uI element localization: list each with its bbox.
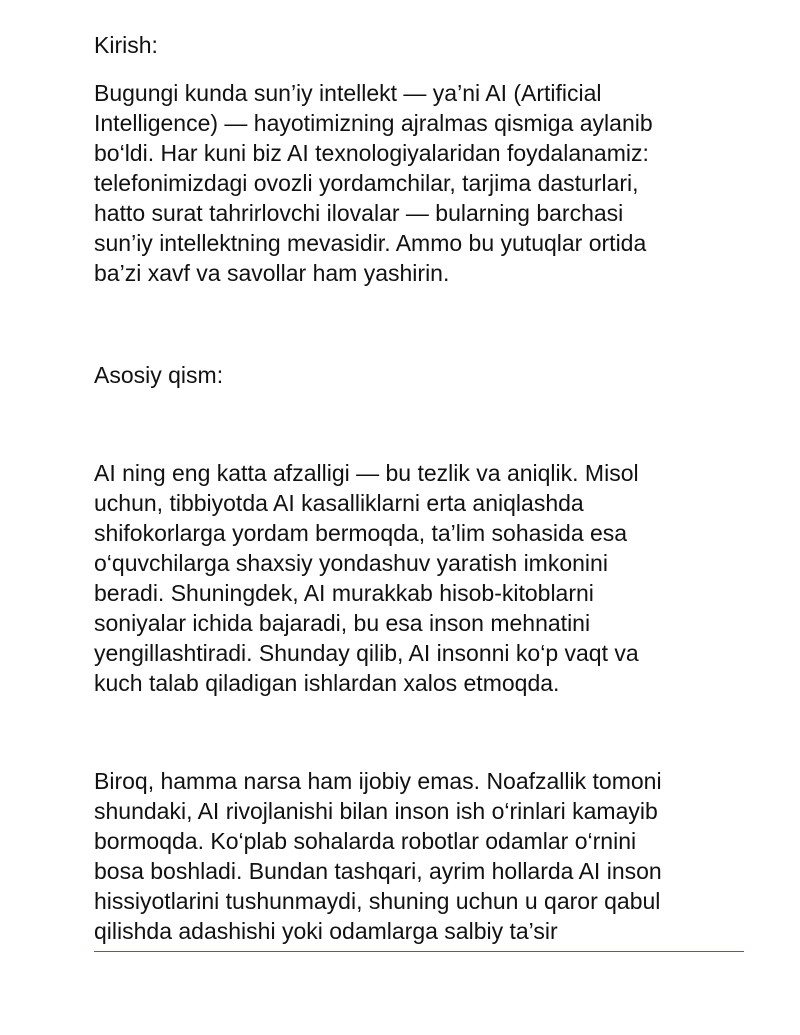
text-line: Bugungi kunda sun’iy intellekt — ya’ni AI (Artificial bbox=[94, 80, 602, 106]
main-heading: Asosiy qism: bbox=[94, 362, 224, 388]
intro-paragraph bbox=[94, 78, 744, 288]
text-line: yengillashtiradi. Shunday qilib, AI insonni ko‘p vaqt va bbox=[94, 640, 639, 666]
text-line: hissiyotlarini tushunmaydi, shuning uchun u qaror qabul bbox=[94, 888, 661, 914]
text-line: AI ning eng katta afzalligi — bu tezlik va aniqlik. Misol bbox=[94, 460, 639, 486]
text-line: telefonimizdagi ovozli yordamchilar, tarjima dasturlari, bbox=[94, 170, 639, 196]
text-line: bo‘ldi. Har kuni biz AI texnologiyalaridan foydalanamiz: bbox=[94, 140, 649, 166]
text-line: sun’iy intellektning mevasidir. Ammo bu yutuqlar ortida bbox=[94, 230, 647, 256]
text-line: shundaki, AI rivojlanishi bilan inson ish o‘rinlari kamayib bbox=[94, 798, 658, 824]
text-line: bosa boshladi. Bundan tashqari, ayrim hollarda AI inson bbox=[94, 858, 662, 884]
text-line: shifokorlarga yordam bermoqda, ta’lim sohasida esa bbox=[94, 520, 628, 546]
text-line: bormoqda. Ko‘plab sohalarda robotlar odamlar o‘rnini bbox=[94, 828, 637, 854]
text-line: soniyalar ichida bajaradi, bu esa inson mehnatini bbox=[94, 610, 591, 636]
text-line: qilishda adashishi yoki odamlarga salbiy ta’sir bbox=[94, 918, 558, 944]
text-line: Intelligence) — hayotimizning ajralmas qismiga aylanib bbox=[94, 110, 653, 136]
text-line: uchun, tibbiyotda AI kasalliklarni erta aniqlashda bbox=[94, 490, 584, 516]
text-line: hatto surat tahrirlovchi ilovalar — bularning barchasi bbox=[94, 200, 624, 226]
text-line: o‘quvchilarga shaxsiy yondashuv yaratish imkonini bbox=[94, 550, 608, 576]
intro-heading: Kirish: bbox=[94, 32, 158, 58]
text-line: Biroq, hamma narsa ham ijobiy emas. Noafzallik tomoni bbox=[94, 768, 662, 794]
main-paragraph-advantages bbox=[94, 458, 744, 698]
main-paragraph-disadvantages bbox=[94, 766, 744, 946]
text-line: beradi. Shuningdek, AI murakkab hisob-kitoblarni bbox=[94, 580, 594, 606]
text-line: kuch talab qiladigan ishlardan xalos etmoqda. bbox=[94, 670, 560, 696]
bottom-rule bbox=[94, 951, 744, 952]
text-line: ba’zi xavf va savollar ham yashirin. bbox=[94, 260, 450, 286]
